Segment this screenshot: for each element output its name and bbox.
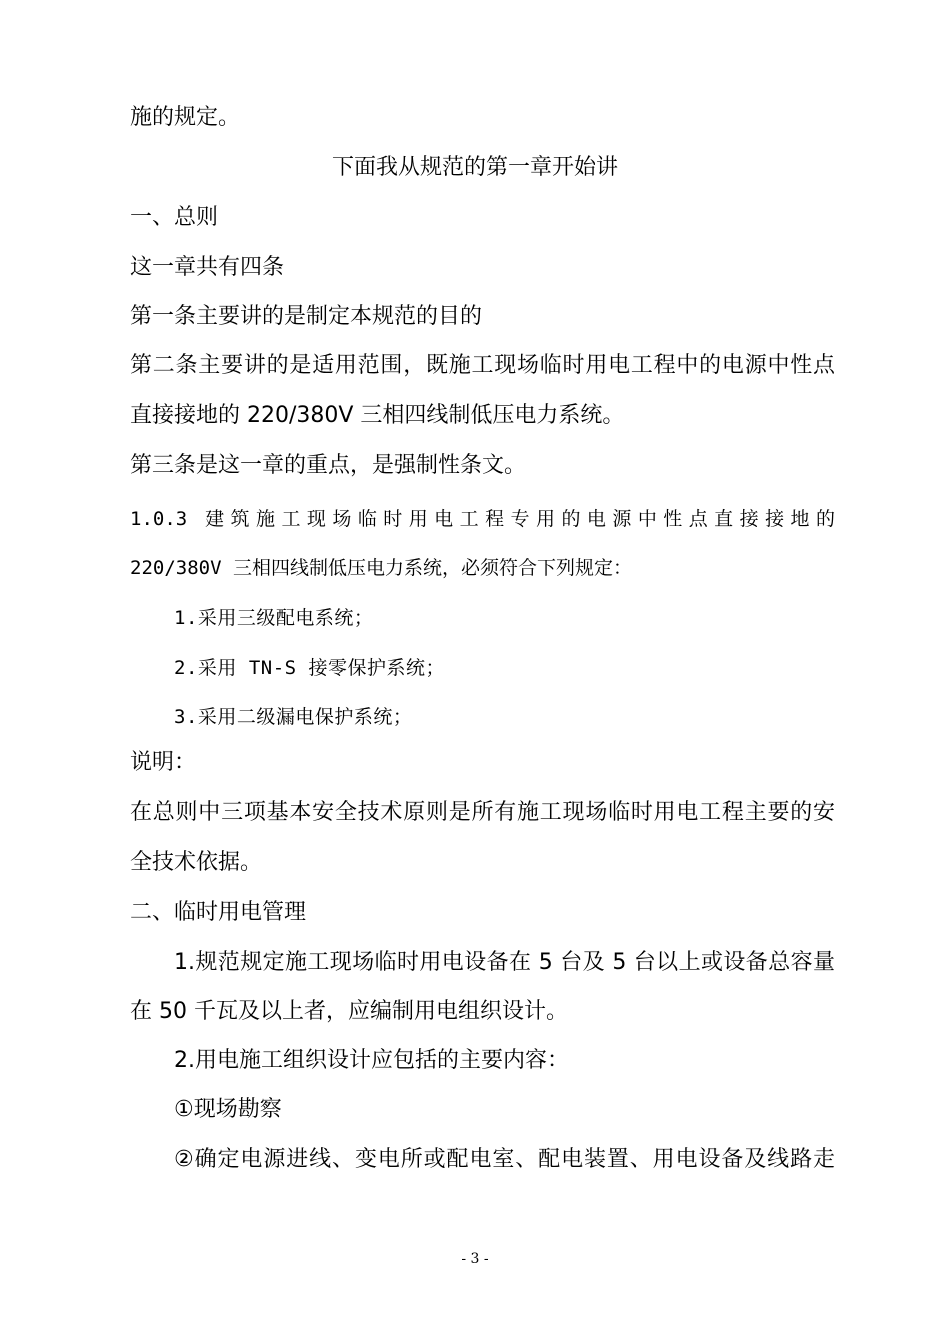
text-line: 1.规范规定施工现场临时用电设备在 5 台及 5 台以上或设备总容量	[174, 950, 835, 975]
text-line: 在 50 千瓦及以上者，应编制用电组织设计。	[130, 999, 568, 1024]
text-line: 施的规定。	[130, 105, 241, 130]
chapter-heading: 二、临时用电管理	[130, 900, 307, 925]
list-item: 2.采用 TN-S 接零保护系统；	[174, 657, 446, 679]
text-line: 直接接地的 220/380V 三相四线制低压电力系统。	[130, 403, 625, 428]
list-item: 1.采用三级配电系统；	[174, 607, 374, 629]
list-item: ②确定电源进线、变电所或配电室、配电装置、用电设备及线路走	[174, 1147, 835, 1172]
text-line: 2.用电施工组织设计应包括的主要内容：	[174, 1048, 569, 1073]
chapter-heading: 一、总则	[130, 205, 219, 230]
clause-text: 220/380V 三相四线制低压电力系统，必须符合下列规定：	[130, 557, 632, 579]
text-line: 第三条是这一章的重点，是强制性条文。	[130, 453, 527, 478]
list-item: 3.采用二级漏电保护系统；	[174, 706, 413, 728]
text-line: 第一条主要讲的是制定本规范的目的	[130, 304, 483, 329]
clause-text: 1.0.3 建筑施工现场临时用电工程专用的电源中性点直接接地的	[130, 508, 835, 530]
text-line: 第二条主要讲的是适用范围，既施工现场临时用电工程中的电源中性点	[130, 353, 835, 378]
text-line: 在总则中三项基本安全技术原则是所有施工现场临时用电工程主要的安	[130, 800, 835, 825]
text-line: 这一章共有四条	[130, 255, 285, 280]
text-line: 说明：	[130, 750, 197, 775]
text-line: 全技术依据。	[130, 850, 263, 875]
page-number: - 3 -	[461, 1251, 489, 1267]
section-intro-heading: 下面我从规范的第一章开始讲	[331, 155, 618, 180]
list-item: ①现场勘察	[174, 1097, 282, 1122]
